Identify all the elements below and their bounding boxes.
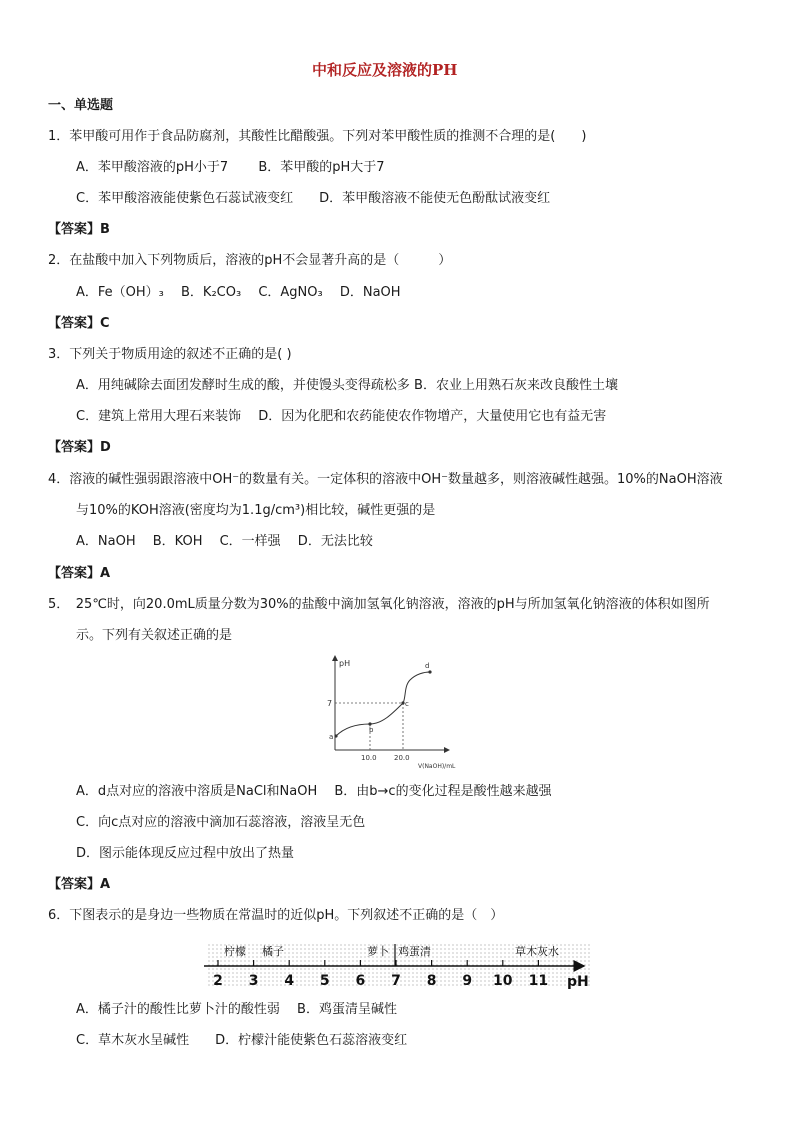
scale-tick-label: 7 (391, 973, 401, 989)
question-options: A．用纯碱除去面团发酵时生成的酸，并使馒头变得疏松多 B．农业上用熟石灰来改良酸性土壤 (76, 378, 618, 393)
point-b-label: b (369, 726, 374, 734)
question-stem: 4．溶液的碱性强弱跟溶液中OH⁻的数量有关。一定体积的溶液中OH⁻数量越多，则溶液碱性越强。10%的NaOH溶液 (48, 472, 723, 487)
scale-tick-label: 8 (426, 973, 437, 989)
question-options: A．d点对应的溶液中溶质是NaCl和NaOH B．由b→c的变化过程是酸性越来越强 (76, 784, 552, 799)
question-options: C．苯甲酸溶液能使紫色石蕊试液变红 D．苯甲酸溶液不能使无色酚酞试液变红 (76, 191, 551, 206)
y-tick-7: 7 (327, 699, 333, 708)
sub-plant-ash-water: 草木灰水 (515, 945, 559, 958)
x-tick-20: 20.0 (394, 754, 410, 762)
scale-tick-label: 3 (248, 973, 259, 989)
point-d-marker (428, 670, 431, 673)
question-options: A．苯甲酸溶液的pH小于7 B．苯甲酸的pH大于7 (76, 160, 385, 175)
answer: 【答案】B (48, 222, 110, 237)
scale-tick-label: 2 (213, 973, 223, 989)
scale-tick-label: 10 (493, 973, 513, 989)
scale-axis-label: pH (567, 974, 589, 990)
question-stem: 2．在盐酸中加入下列物质后，溶液的pH不会显著升高的是（ ） (48, 253, 452, 268)
question-stem: 6．下图表示的是身边一些物质在常温时的近似pH。下列叙述不正确的是（ ） (48, 908, 504, 923)
answer: 【答案】D (48, 440, 111, 455)
page-title: 中和反应及溶液的PH (312, 61, 458, 79)
question-options: A．NaOH B．KOH C．一样强 D．无法比较 (76, 534, 373, 549)
question-options: C．建筑上常用大理石来装饰 D．因为化肥和农药能使农作物增产，大量使用它也有益无害 (76, 409, 607, 424)
question-stem-cont: 示。下列有关叙述正确的是 (76, 628, 233, 643)
sub-lemon: 柠檬 (224, 945, 246, 958)
answer: 【答案】C (48, 316, 110, 331)
question-options: C．草木灰水呈碱性 D．柠檬汁能使紫色石蕊溶液变红 (76, 1033, 408, 1048)
question-stem: 3．下列关于物质用途的叙述不正确的是( ) (48, 347, 292, 362)
ph-scale-figure (200, 936, 594, 992)
sub-radish: 萝卜 (367, 945, 389, 958)
point-a-label: a (329, 733, 334, 741)
question-stem-cont: 与10%的KOH溶液(密度均为1.1g/cm³)相比较，碱性更强的是 (76, 503, 436, 518)
question-options: A．橘子汁的酸性比萝卜汁的酸性弱 B．鸡蛋清呈碱性 (76, 1002, 397, 1017)
scale-tick-label: 11 (528, 973, 549, 989)
point-a-marker (334, 734, 337, 737)
question-options: C．向c点对应的溶液中滴加石蕊溶液，溶液呈无色 (76, 815, 366, 830)
scale-tick-label: 6 (355, 973, 366, 989)
question-stem: 5． 25℃时，向20.0mL质量分数为30%的盐酸中滴加氢氧化钠溶液，溶液的pH与所加氢氧化钠溶液的体积如图所 (48, 597, 710, 612)
question-options: D．图示能体现反应过程中放出了热量 (76, 846, 295, 861)
scale-tick-label: 4 (284, 973, 295, 989)
x-tick-10: 10.0 (361, 754, 377, 762)
x-axis-label: V(NaOH)/mL (418, 763, 456, 770)
question-stem: 1．苯甲酸可用作于食品防腐剂，其酸性比醋酸强。下列对苯甲酸性质的推测不合理的是( ) (48, 129, 587, 144)
scale-tick-label: 5 (319, 973, 330, 989)
answer: 【答案】A (48, 566, 111, 581)
question-options: A．Fe（OH）₃ B．K₂CO₃ C．AgNO₃ D．NaOH (76, 285, 401, 300)
sub-orange: 橘子 (262, 945, 284, 958)
answer: 【答案】A (48, 877, 111, 892)
ph-titration-graph (322, 652, 472, 772)
sub-egg-white: 鸡蛋清 (398, 945, 431, 958)
scale-tick-label: 9 (462, 973, 473, 989)
y-axis-label: pH (339, 659, 351, 668)
section-heading: 一、单选题 (48, 98, 114, 113)
point-c-label: c (405, 700, 409, 708)
point-d-label: d (425, 662, 430, 670)
ph-curve (336, 672, 430, 736)
